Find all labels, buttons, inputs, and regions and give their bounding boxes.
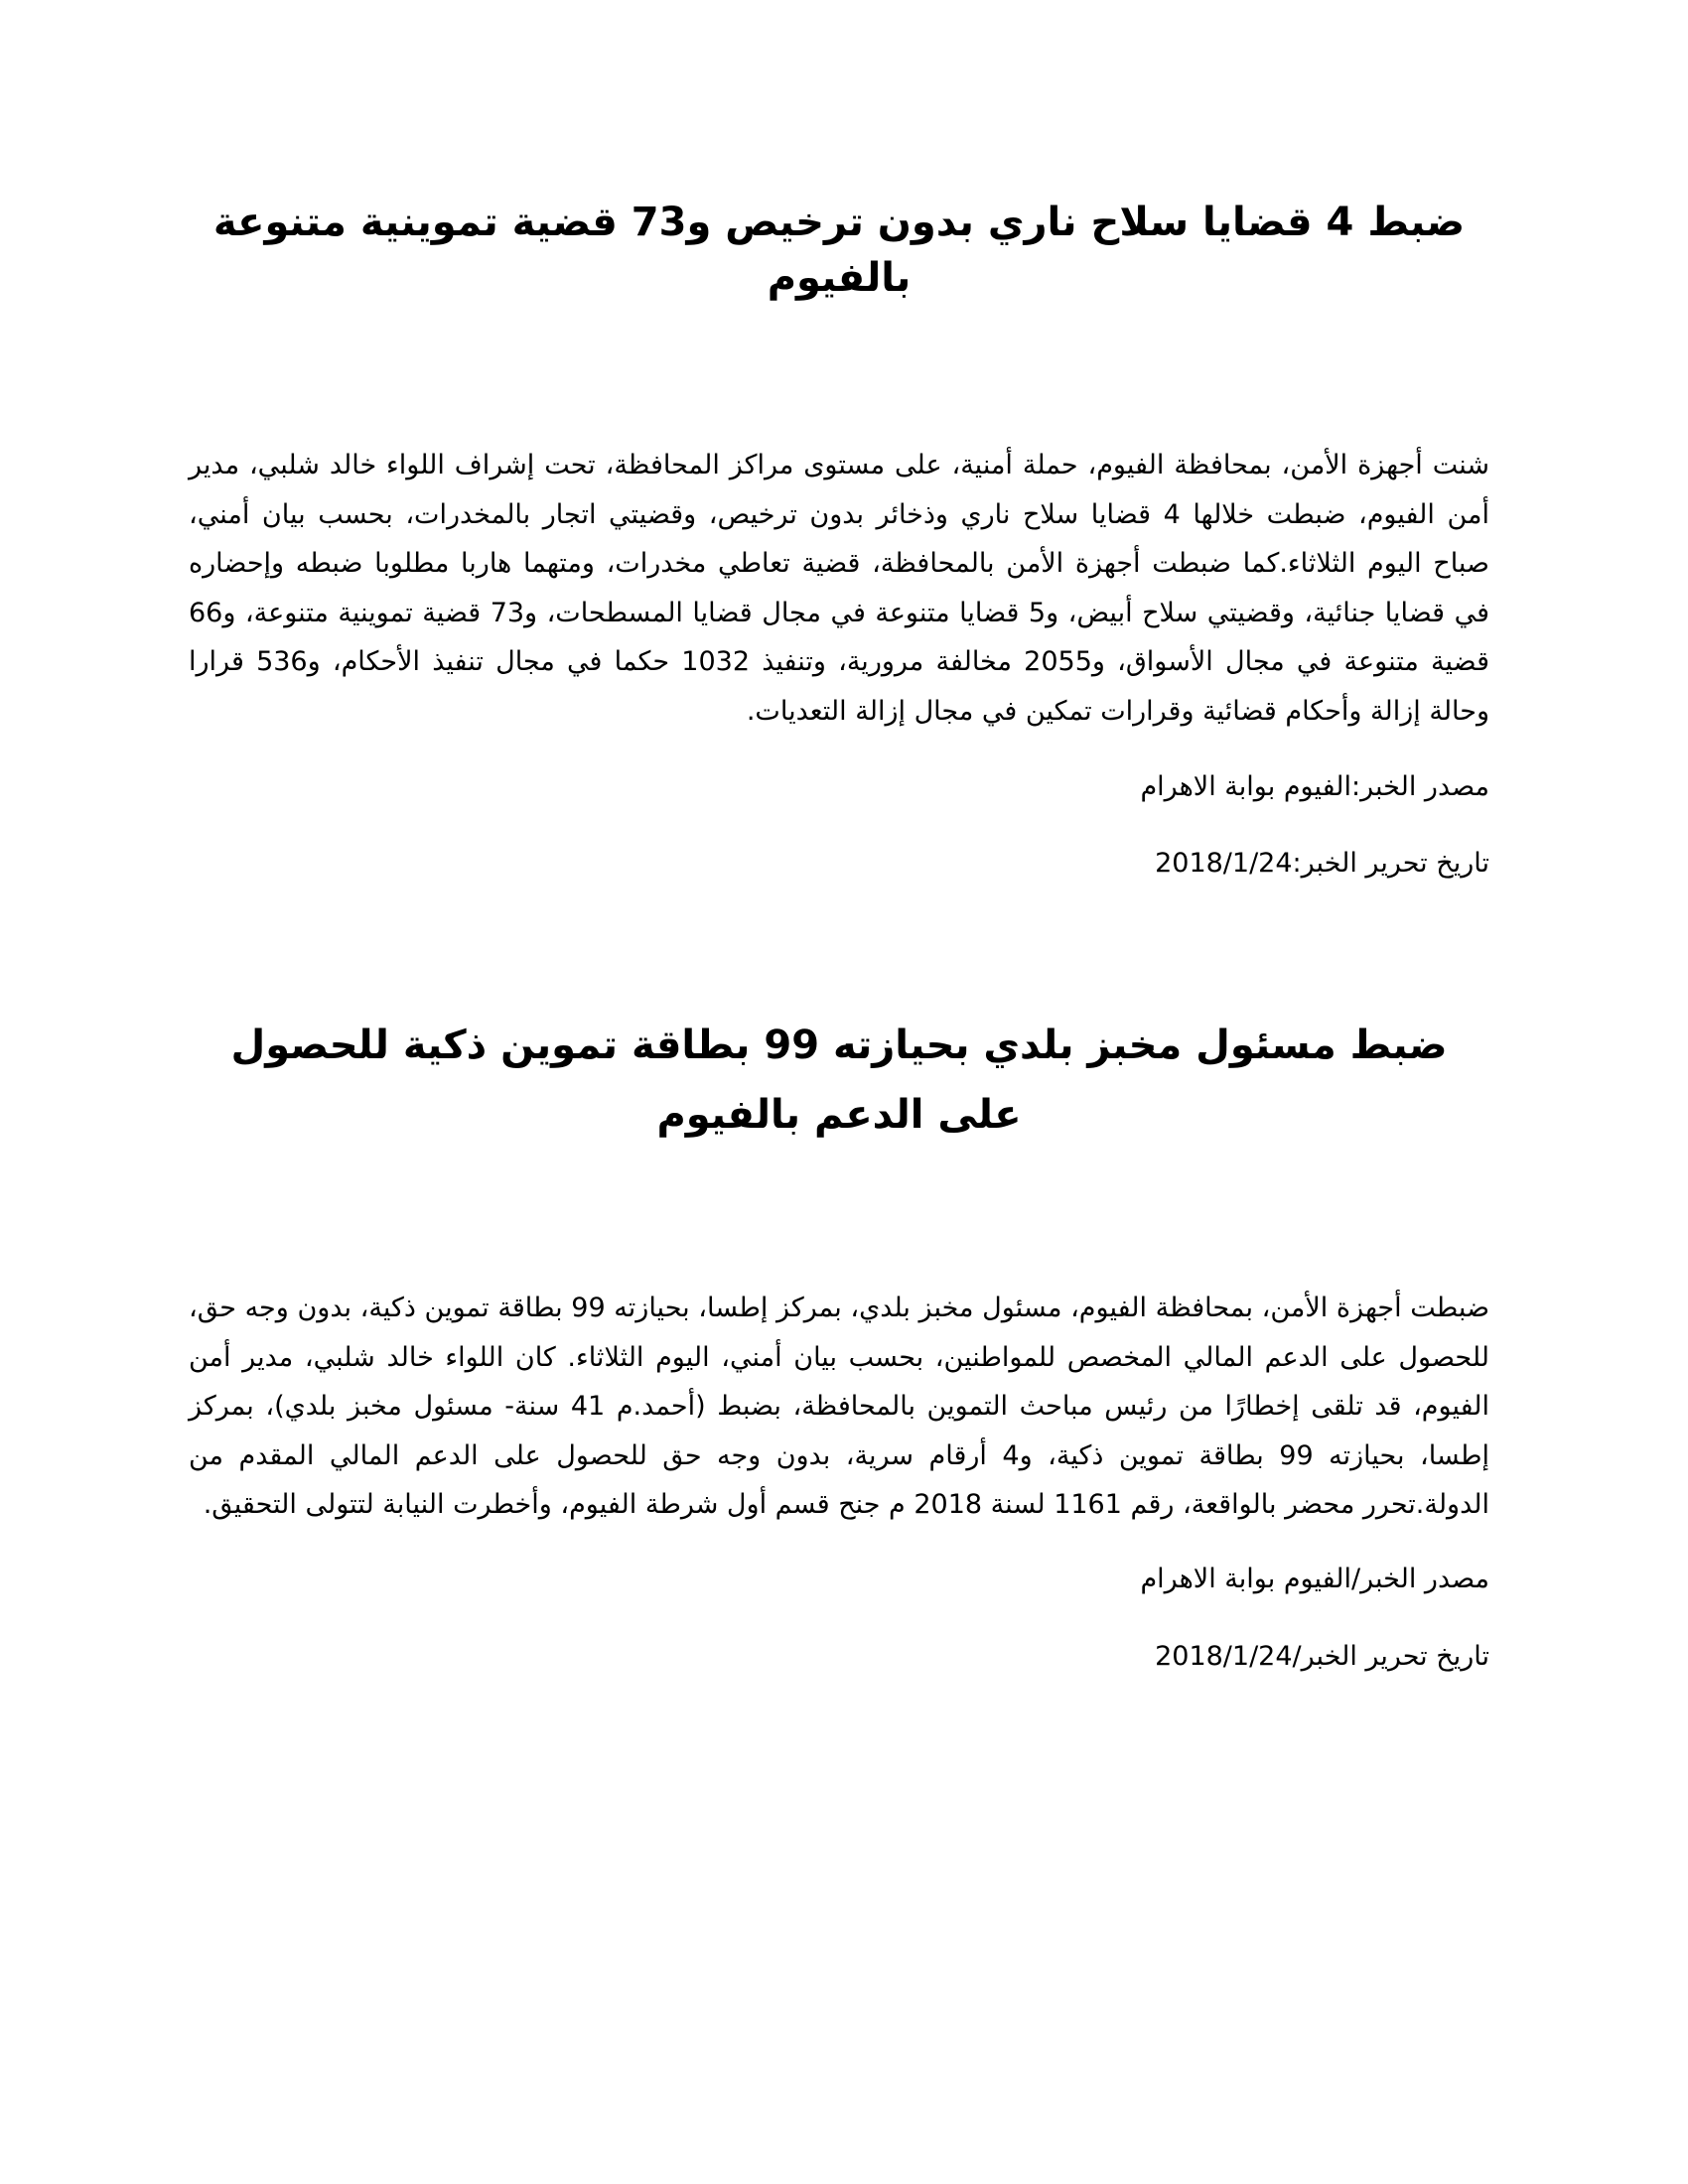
- article-body: ضبطت أجهزة الأمن، بمحافظة الفيوم، مسئول مخبز بلدي، بمركز إطسا، بحيازته 99 بطاقة تموين ذكية، بدون وجه حق، للحصول على الدعم المالي المخصص للمواطنين، بحسب بيان أمني، اليوم الثلاثاء. كان اللواء خالد شلبي، مدير أمن الفيوم، قد تلقى إخطارًا من رئيس مباحث التموين بالمحافظة، بضبط (أحمد.م 41 سنة- مسئول مخبز بلدي)، بمركز إطسا، بحيازته 99 بطاقة تموين ذكية، و4 أرقام سرية، بدون وجه حق للحصول على الدعم المالي المقدم من الدولة.تحرر محضر بالواقعة، رقم 1161 لسنة 2018 م جنح قسم أول شرطة الفيوم، وأخطرت النيابة لتتولى التحقيق.: [189, 1293, 1490, 1520]
- article-source: مصدر الخبر:الفيوم بوابة الاهرام: [1140, 771, 1489, 802]
- article-source: مصدر الخبر/الفيوم بوابة الاهرام: [1140, 1563, 1489, 1594]
- article-body: شنت أجهزة الأمن، بمحافظة الفيوم، حملة أمنية، على مستوى مراكز المحافظة، تحت إشراف اللواء خالد شلبي، مدير أمن الفيوم، ضبطت خلالها 4 قضايا سلاح ناري وذخائر بدون ترخيص، وقضيتي اتجار بالمخدرات، بحسب بيان أمني، صباح اليوم الثلاثاء.كما ضبطت أجهزة الأمن بالمحافظة، قضية تعاطي مخدرات، ومتهما هاربا مطلوبا ضبطه وإحضاره في قضايا جنائية، وقضيتي سلاح أبيض، و5 قضايا متنوعة في مجال قضايا المسطحات، و73 قضية تموينية متنوعة، و66 قضية متنوعة في مجال الأسواق، و2055 مخالفة مرورية، وتنفيذ 1032 حكما في مجال تنفيذ الأحكام، و536 قرارا وحالة إزالة وأحكام قضائية وقرارات تمكين في مجال إزالة التعديات.: [189, 450, 1489, 727]
- news-article: [189, 1011, 1489, 1677]
- article-date: تاريخ تحرير الخبر:2018/1/24: [1155, 848, 1489, 879]
- article-title: ضبط 4 قضايا سلاح ناري بدون ترخيص و73 قضية تموينية متنوعة بالفيوم: [212, 200, 1466, 301]
- news-article: [189, 195, 1489, 884]
- article-date: تاريخ تحرير الخبر/2018/1/24: [1155, 1640, 1489, 1672]
- article-title: ضبط مسئول مخبز بلدي بحيازته 99 بطاقة تموين ذكية للحصول على الدعم بالفيوم: [230, 1023, 1448, 1138]
